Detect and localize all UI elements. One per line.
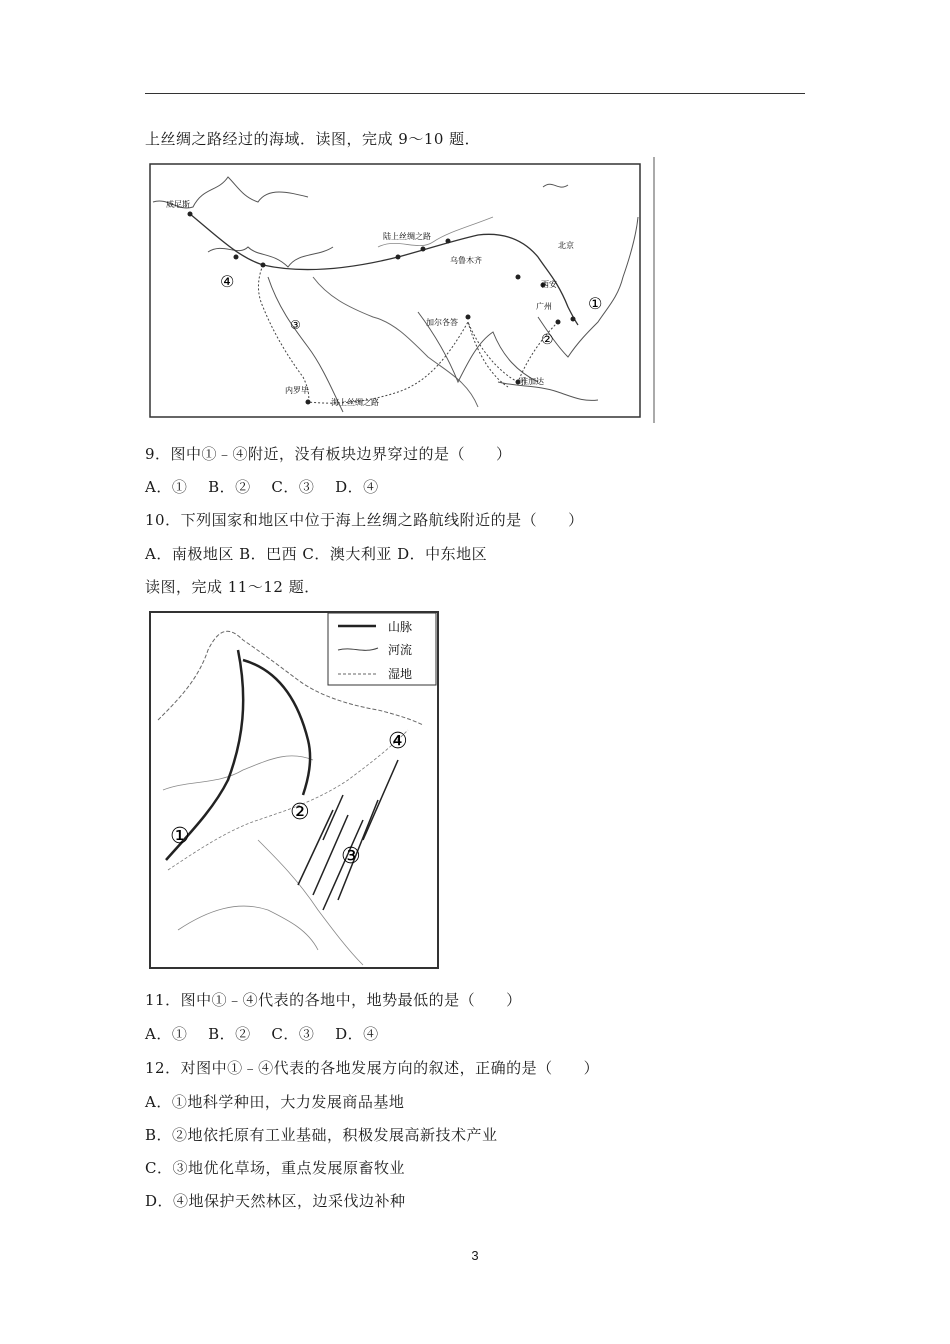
silk-road-map bbox=[148, 157, 658, 425]
map2-marker-4: ④ bbox=[388, 729, 408, 754]
label-venice: 威尼斯 bbox=[166, 200, 190, 209]
q12-option-c: C．③地优化草场，重点发展原畜牧业 bbox=[145, 1159, 405, 1177]
legend-wetland: 湿地 bbox=[388, 667, 413, 681]
label-calcutta: 加尔各答 bbox=[426, 318, 458, 327]
q12-option-d: D．④地保护天然林区，边采伐边补种 bbox=[145, 1192, 406, 1210]
map1-marker-2: ② bbox=[541, 332, 554, 348]
label-nairobi: 内罗毕 bbox=[285, 386, 309, 395]
q12-stem: 12．对图中①﹣④代表的各地发展方向的叙述，正确的是（ ） bbox=[145, 1059, 600, 1077]
q11-options: A．① B．② C．③ D．④ bbox=[145, 1025, 379, 1043]
q10-stem: 10．下列国家和地区中位于海上丝绸之路航线附近的是（ ） bbox=[145, 511, 584, 529]
land-route-line bbox=[190, 214, 578, 325]
map2-marker-2: ② bbox=[290, 800, 310, 825]
q9-options: A．① B．② C．③ D．④ bbox=[145, 478, 379, 496]
intro-line: 上丝绸之路经过的海域．读图，完成 9～10 题． bbox=[145, 130, 481, 148]
map1-marker-4: ④ bbox=[220, 272, 235, 291]
q12-option-b: B．②地依托原有工业基础，积极发展高新技术产业 bbox=[145, 1126, 498, 1144]
map2-marker-1: ① bbox=[170, 824, 190, 849]
q11-stem: 11．图中①﹣④代表的各地中，地势最低的是（ ） bbox=[145, 991, 522, 1009]
q10-options: A．南极地区 B．巴西 C．澳大利亚 D．中东地区 bbox=[145, 545, 488, 563]
map2-marker-3: ③ bbox=[341, 844, 361, 869]
label-xian: 西安 bbox=[541, 280, 557, 289]
page-number: 3 bbox=[471, 1248, 479, 1263]
legend-mountain: 山脉 bbox=[388, 620, 413, 634]
mountain-north bbox=[243, 660, 310, 795]
label-beijing: 北京 bbox=[558, 241, 574, 250]
intro2-line: 读图，完成 11～12 题． bbox=[145, 578, 320, 596]
q9-stem: 9．图中①﹣④附近，没有板块边界穿过的是（ ） bbox=[145, 445, 512, 463]
map1-marker-1: ① bbox=[588, 294, 603, 313]
legend-river: 河流 bbox=[388, 643, 413, 657]
label-land-route: 陆上丝绸之路 bbox=[383, 232, 431, 241]
label-guangzhou: 广州 bbox=[536, 302, 552, 311]
label-urumqi: 乌鲁木齐 bbox=[450, 256, 482, 265]
q12-option-a: A．①地科学种田，大力发展商品基地 bbox=[145, 1093, 405, 1111]
map1-marker-3: ③ bbox=[290, 318, 301, 332]
label-jakarta: 雅加达 bbox=[520, 377, 544, 386]
header-rule bbox=[145, 93, 805, 94]
northeast-map bbox=[148, 610, 440, 972]
label-sea-route: 海上丝绸之路 bbox=[331, 398, 379, 407]
